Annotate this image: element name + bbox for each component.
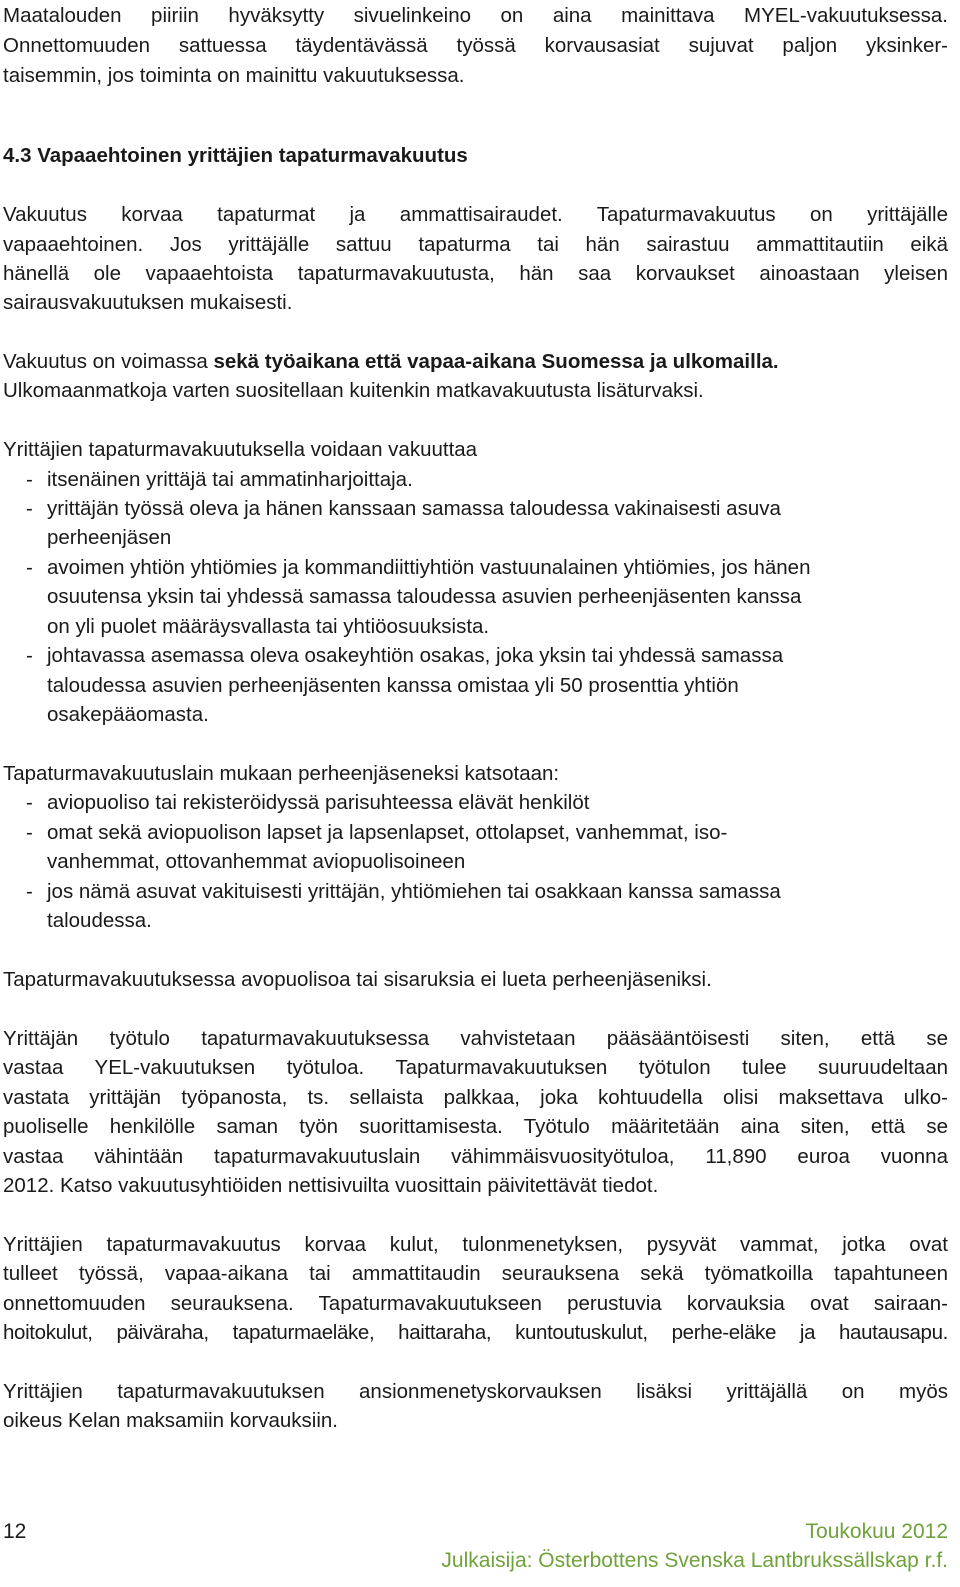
- list-bullet: -: [26, 791, 33, 814]
- paragraph-line: vastaa vähintään tapaturmavakuutuslain vähimmäisvuosityötuloa, 11,890 euroa vuonna: [3, 1145, 948, 1168]
- paragraph-line: 2012. Katso vakuutusyhtiöiden nettisivuilta vuosittain päivitettävät tiedot.: [3, 1174, 659, 1197]
- list-bullet: -: [26, 880, 33, 903]
- list-bullet: -: [26, 556, 33, 579]
- footer-date: Toukokuu 2012: [805, 1520, 948, 1543]
- list-intro: Yrittäjien tapaturmavakuutuksella voidaan vakuuttaa: [3, 438, 478, 461]
- section-heading: 4.3 Vapaaehtoinen yrittäjien tapaturmavakuutus: [3, 144, 468, 167]
- intro-line: taisemmin, jos toiminta on mainittu vakuutuksessa.: [3, 64, 465, 87]
- intro-line: Maatalouden piiriin hyväksytty sivuelinkeino on aina mainittava MYEL-vakuutuksessa.: [3, 4, 948, 27]
- footer-publisher: Julkaisija: Österbottens Svenska Lantbrukssällskap r.f.: [441, 1549, 948, 1572]
- paragraph-line: vastaa YEL-vakuutuksen työtuloa. Tapaturmavakuutuksen työtulon tulee suuruudeltaan: [3, 1056, 948, 1079]
- list-item: taloudessa asuvien perheenjäsenten kanssa omistaa yli 50 prosenttia yhtiön: [47, 674, 739, 697]
- list-bullet: -: [26, 821, 33, 844]
- list-item: avoimen yhtiön yhtiömies ja kommandiittiyhtiön vastuunalainen yhtiömies, jos hänen: [47, 556, 811, 579]
- paragraph-line: Tapaturmavakuutuksessa avopuolisoa tai sisaruksia ei lueta perheenjäseniksi.: [3, 968, 712, 991]
- paragraph-line: sairausvakuutuksen mukaisesti.: [3, 291, 293, 314]
- list-item: yrittäjän työssä oleva ja hänen kanssaan samassa taloudessa vakinaisesti asuva: [47, 497, 781, 520]
- paragraph-text: Vakuutus on voimassa: [3, 350, 214, 373]
- list-item: taloudessa.: [47, 909, 152, 932]
- list-item: itsenäinen yrittäjä tai ammatinharjoittaja.: [47, 468, 413, 491]
- list-item: osuutensa yksin tai yhdessä samassa taloudessa asuvien perheenjäsenten kanssa: [47, 585, 802, 608]
- list-bullet: -: [26, 497, 33, 520]
- list-item: vanhemmat, ottovanhemmat aviopuolisoineen: [47, 850, 466, 873]
- paragraph-line: hänellä ole vapaaehtoista tapaturmavakuutusta, hän saa korvaukset ainoastaan yleisen: [3, 262, 948, 285]
- list-bullet: -: [26, 468, 33, 491]
- paragraph-line: Ulkomaanmatkoja varten suositellaan kuitenkin matkavakuutusta lisäturvaksi.: [3, 379, 704, 402]
- list-item: johtavassa asemassa oleva osakeyhtiön osakas, joka yksin tai yhdessä samassa: [47, 644, 784, 667]
- paragraph-line: puoliselle henkilölle saman työn suorittamisesta. Työtulo määritetään aina siten, että se: [3, 1115, 948, 1138]
- paragraph-line: oikeus Kelan maksamiin korvauksiin.: [3, 1409, 338, 1432]
- paragraph-line: onnettomuuden seurauksena. Tapaturmavakuutukseen perustuvia korvauksia ovat sairaan-: [3, 1292, 948, 1315]
- paragraph-line: Yrittäjien tapaturmavakuutus korvaa kulut, tulonmenetyksen, pysyvät vammat, jotka ovat: [3, 1233, 948, 1256]
- list-intro: Tapaturmavakuutuslain mukaan perheenjäseneksi katsotaan:: [3, 762, 560, 785]
- list-item: aviopuoliso tai rekisteröidyssä parisuhteessa elävät henkilöt: [47, 791, 590, 814]
- paragraph-line: tulleet työssä, vapaa-aikana tai ammattitaudin seurauksena sekä työmatkoilla tapahtuneen: [3, 1262, 948, 1285]
- paragraph-line: vastata yrittäjän työpanosta, ts. sellaista palkkaa, joka kohtuudella olisi maksettava ulko-: [3, 1086, 948, 1109]
- intro-line: Onnettomuuden sattuessa täydentävässä työssä korvausasiat sujuvat paljon yksinker-: [3, 34, 948, 57]
- list-item: omat sekä aviopuolison lapset ja lapsenlapset, ottolapset, vanhemmat, iso-: [47, 821, 728, 844]
- paragraph-line: Yrittäjien tapaturmavakuutuksen ansionmenetyskorvauksen lisäksi yrittäjällä on myös: [3, 1380, 948, 1403]
- paragraph-line: [3, 347, 779, 377]
- list-item: jos nämä asuvat vakituisesti yrittäjän, yhtiömiehen tai osakkaan kanssa samassa: [47, 880, 781, 903]
- page-number: 12: [3, 1520, 27, 1543]
- list-item: osakepääomasta.: [47, 703, 209, 726]
- paragraph-line: Vakuutus korvaa tapaturmat ja ammattisairaudet. Tapaturmavakuutus on yrittäjälle: [3, 203, 948, 226]
- paragraph-line: Yrittäjän työtulo tapaturmavakuutuksessa vahvistetaan pääsääntöisesti siten, että se: [3, 1027, 948, 1050]
- paragraph-line: vapaaehtoinen. Jos yrittäjälle sattuu tapaturma tai hän sairastuu ammattitautiin eikä: [3, 233, 948, 256]
- emphasis-text: sekä työaikana että vapaa-aikana Suomessa ja ulkomailla.: [213, 350, 779, 373]
- list-item: perheenjäsen: [47, 526, 172, 549]
- list-bullet: -: [26, 644, 33, 667]
- paragraph-line: hoitokulut, päiväraha, tapaturmaeläke, haittaraha, kuntoutuskulut, perhe-eläke ja hautausapu.: [3, 1321, 948, 1344]
- list-item: on yli puolet määräysvallasta tai yhtiöosuuksista.: [47, 615, 490, 638]
